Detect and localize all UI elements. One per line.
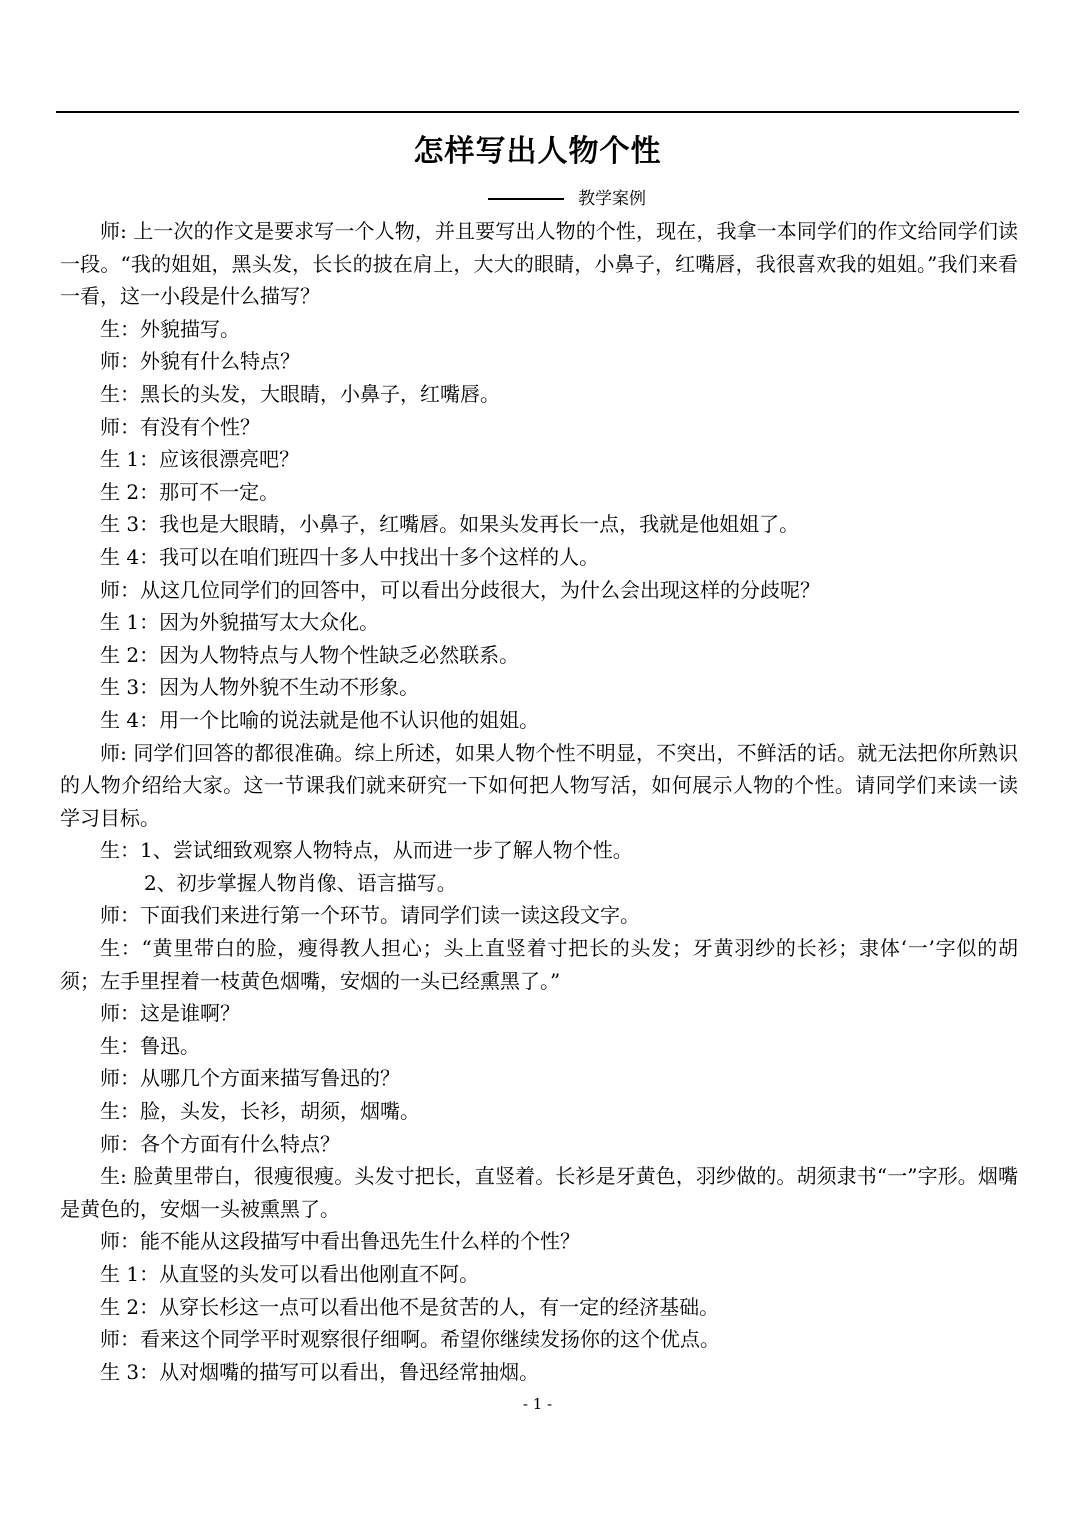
paragraph: 师：各个方面有什么特点？: [100, 1131, 340, 1156]
paragraph: 生 4：用一个比喻的说法就是他不认识他的姐姐。: [100, 707, 540, 732]
paragraph: 生 4：我可以在咱们班四十多人中找出十多个这样的人。: [100, 544, 600, 569]
paragraph: 生 3：我也是大眼睛，小鼻子，红嘴唇。如果头发再长一点，我就是他姐姐了。: [100, 512, 800, 537]
subtitle-dash: [488, 198, 564, 200]
paragraph: 生 3：因为人物外貌不生动不形象。: [100, 675, 420, 700]
paragraph: 2、初步掌握人物肖像、语言描写。: [144, 870, 457, 895]
paragraph: 生: 脸黄里带白，很瘦很瘦。头发寸把长，直竖着。长衫是牙黄色，羽纱做的。胡须隶书“一”字形。烟嘴是黄色的，安烟一头被熏黑了。: [60, 1164, 1018, 1221]
paragraph: 师：看来这个同学平时观察很仔细啊。希望你继续发扬你的这个优点。: [100, 1327, 720, 1352]
header-rule: [56, 111, 1019, 113]
paragraph: 生：脸，头发，长衫，胡须，烟嘴。: [100, 1099, 420, 1124]
paragraph: 生 1：因为外貌描写太大众化。: [100, 610, 380, 635]
paragraph: 生 2：从穿长杉这一点可以看出他不是贫苦的人，有一定的经济基础。: [100, 1294, 720, 1319]
paragraph: 师：下面我们来进行第一个环节。请同学们读一读这段文字。: [100, 903, 640, 928]
paragraph: 师：外貌有什么特点？: [100, 349, 300, 374]
paragraph: 生 2：那可不一定。: [100, 479, 280, 504]
paragraph: 生 1：应该很漂亮吧？: [100, 447, 300, 472]
paragraph: 生 3：从对烟嘴的描写可以看出，鲁迅经常抽烟。: [100, 1359, 540, 1384]
document-body: [60, 215, 1018, 1388]
paragraph: 生：黑长的头发，大眼睛，小鼻子，红嘴唇。: [100, 381, 500, 406]
paragraph: 生 2：因为人物特点与人物个性缺乏必然联系。: [100, 642, 520, 667]
document-title: 怎样写出人物个性: [413, 134, 662, 169]
paragraph: 生：1、尝试细致观察人物特点，从而进一步了解人物个性。: [100, 838, 633, 863]
subtitle-text: 教学案例: [578, 189, 646, 209]
paragraph: 生：鲁迅。: [100, 1033, 200, 1058]
paragraph: 师：从这几位同学们的回答中，可以看出分歧很大，为什么会出现这样的分歧呢？: [100, 577, 820, 602]
paragraph: 师：有没有个性？: [100, 414, 260, 439]
paragraph: 师：能不能从这段描写中看出鲁迅先生什么样的个性？: [100, 1229, 580, 1254]
paragraph: 生 1：从直竖的头发可以看出他刚直不阿。: [100, 1262, 480, 1286]
paragraph: 生：外貌描写。: [100, 316, 240, 341]
paragraph: 师：这是谁啊？: [100, 1001, 240, 1026]
paragraph: 师：从哪几个方面来描写鲁迅的？: [100, 1066, 400, 1091]
paragraph: 生：“黄里带白的脸，瘦得教人担心；头上直竖着寸把长的头发；牙黄羽纱的长衫；隶体‘一’字似的胡须；左手里捏着一枝黄色烟嘴，安烟的一头已经熏黑了。”: [60, 936, 1018, 993]
subtitle: [488, 186, 646, 212]
page-number: - 1 -: [522, 1395, 553, 1413]
paragraph: 师: 同学们回答的都很准确。综上所述，如果人物个性不明显，不突出，不鲜活的话。就无法把你所熟识的人物介绍给大家。这一节课我们就来研究一下如何把人物写活，如何展示人物的个性。请同学们来读一读学习目标。: [60, 740, 1018, 830]
paragraph: 师: 上一次的作文是要求写一个人物，并且要写出人物的个性，现在，我拿一本同学们的作文给同学们读一段。“我的姐姐，黑头发，长长的披在肩上，大大的眼睛，小鼻子，红嘴唇，我很喜欢我的姐姐。”我们来看一看，这一小段是什么描写？: [60, 219, 1018, 309]
